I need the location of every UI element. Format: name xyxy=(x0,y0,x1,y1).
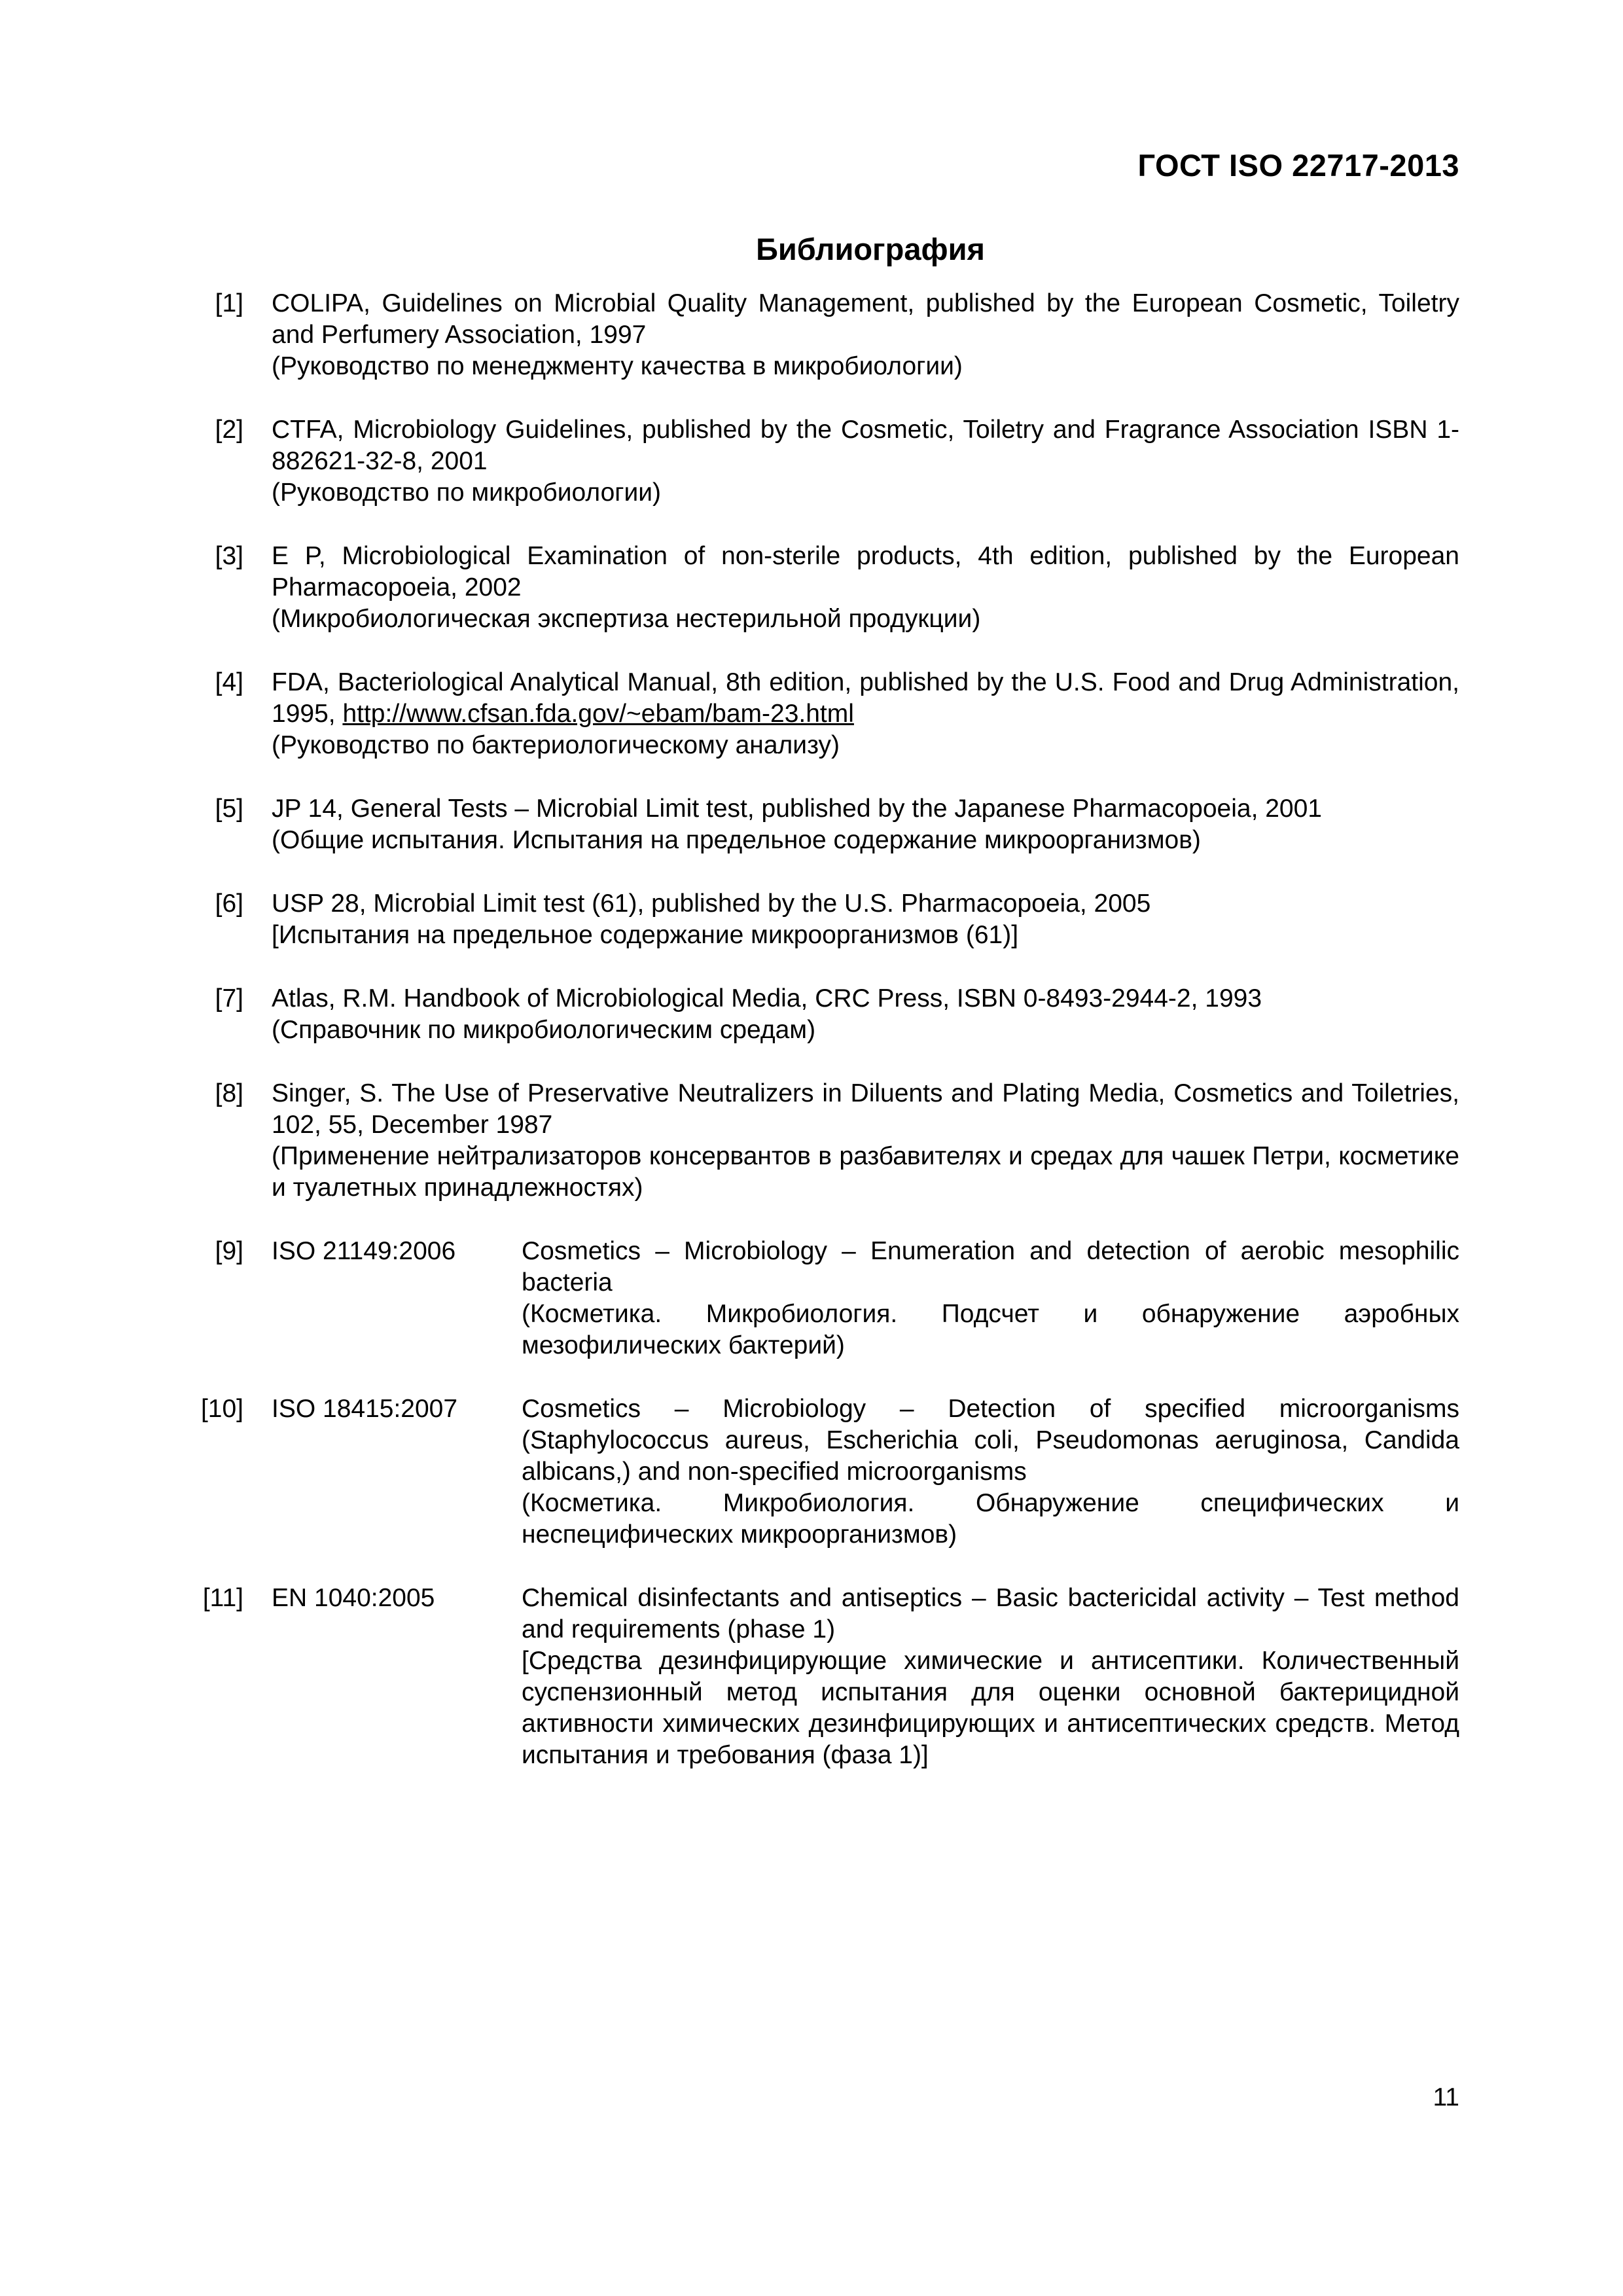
reference-item xyxy=(164,793,1459,856)
reference-item xyxy=(164,983,1459,1046)
reference-item xyxy=(164,888,1459,951)
reference-number: [6] xyxy=(215,889,243,918)
reference-translation: (Руководство по бактериологическому анализу) xyxy=(272,731,840,759)
reference-text: USP 28, Microbial Limit test (61), published by the U.S. Pharmacopoeia, 2005 xyxy=(272,889,1151,918)
reference-number: [5] xyxy=(215,795,243,823)
reference-standard-code: ISO 18415:2007 xyxy=(272,1395,458,1423)
reference-translation: (Косметика. Микробиология. Подсчет и обнаружение аэробных мезофилических бактерий) xyxy=(522,1300,1459,1359)
reference-text: JP 14, General Tests – Microbial Limit test, published by the Japanese Pharmacopoeia, 2001 xyxy=(272,795,1322,823)
reference-item xyxy=(164,1078,1459,1204)
reference-translation: (Косметика. Микробиология. Обнаружение специфических и неспецифических микроорганизмов) xyxy=(522,1489,1459,1549)
reference-number: [3] xyxy=(215,542,243,570)
reference-text: E P, Microbiological Examination of non-sterile products, 4th edition, published by the European Pharmacopoeia, 2002 xyxy=(272,542,1459,601)
reference-text: Chemical disinfectants and antiseptics – Basic bactericidal activity – Test method and requirements (phase 1) xyxy=(522,1584,1459,1643)
bibliography-list xyxy=(164,288,1459,1803)
reference-translation: (Применение нейтрализаторов консервантов в разбавителях и средах для чашек Петри, косметике и туалетных принадлежностях) xyxy=(272,1142,1459,1202)
page-title: Библиография xyxy=(756,232,985,266)
reference-number: [7] xyxy=(215,984,243,1013)
reference-translation: (Руководство по менеджменту качества в микробиологии) xyxy=(272,352,963,380)
reference-number: [9] xyxy=(215,1237,243,1265)
reference-item xyxy=(164,288,1459,382)
reference-text xyxy=(272,667,1459,730)
reference-text: COLIPA, Guidelines on Microbial Quality Management, published by the European Cosmetic, Toiletry and Perfumery Association, 1997 xyxy=(272,289,1459,349)
reference-item xyxy=(164,1583,1459,1771)
reference-text: Atlas, R.M. Handbook of Microbiological Media, CRC Press, ISBN 0-8493-2944-2, 1993 xyxy=(272,984,1262,1013)
reference-item xyxy=(164,667,1459,761)
reference-number: [1] xyxy=(215,289,243,317)
reference-item xyxy=(164,414,1459,509)
reference-text: Singer, S. The Use of Preservative Neutralizers in Diluents and Plating Media, Cosmetics and Toiletries, 102, 55, December 1987 xyxy=(272,1079,1459,1139)
reference-number: [2] xyxy=(215,416,243,444)
reference-text-main: FDA, Bacteriological Analytical Manual, 8th edition, published by the U.S. Food and Drug Administration, 1995, xyxy=(272,668,1459,728)
reference-number: [11] xyxy=(202,1584,243,1612)
reference-item xyxy=(164,541,1459,635)
reference-translation: (Руководство по микробиологии) xyxy=(272,478,662,507)
reference-translation: [Испытания на предельное содержание микроорганизмов (61)] xyxy=(272,921,1019,949)
reference-number: [10] xyxy=(200,1395,243,1423)
reference-text: Cosmetics – Microbiology – Enumeration and detection of aerobic mesophilic bacteria xyxy=(522,1237,1459,1297)
reference-translation: (Справочник по микробиологическим средам) xyxy=(272,1016,816,1044)
standard-designation: ГОСТ ISO 22717-2013 xyxy=(1137,148,1459,183)
page-number: 11 xyxy=(1433,2083,1459,2111)
reference-item xyxy=(164,1393,1459,1551)
reference-standard-code: EN 1040:2005 xyxy=(272,1584,435,1612)
reference-text: Cosmetics – Microbiology – Detection of specified microorganisms (Staphylococcus aureus, Escherichia coli, Pseudomonas aeruginosa, Candida albicans,) and non-specified microorganisms xyxy=(522,1395,1459,1486)
reference-translation: (Общие испытания. Испытания на предельное содержание микроорганизмов) xyxy=(272,826,1201,854)
reference-item xyxy=(164,1236,1459,1361)
reference-number: [4] xyxy=(215,668,243,696)
reference-translation: (Микробиологическая экспертиза нестерильной продукции) xyxy=(272,605,981,633)
reference-number: [8] xyxy=(215,1079,243,1107)
reference-standard-code: ISO 21149:2006 xyxy=(272,1237,456,1265)
reference-translation: [Средства дезинфицирующие химические и антисептики. Количественный суспензионный метод испытания для оценки основной бактерицидной активности химических дезинфицирующих и антисептических средств. Метод испытания и требования (фаза 1)] xyxy=(522,1647,1459,1769)
reference-text: CTFA, Microbiology Guidelines, published by the Cosmetic, Toiletry and Fragrance Association ISBN 1-882621-32-8, 2001 xyxy=(272,416,1459,475)
reference-link[interactable]: http://www.cfsan.fda.gov/~ebam/bam-23.html xyxy=(342,700,854,728)
